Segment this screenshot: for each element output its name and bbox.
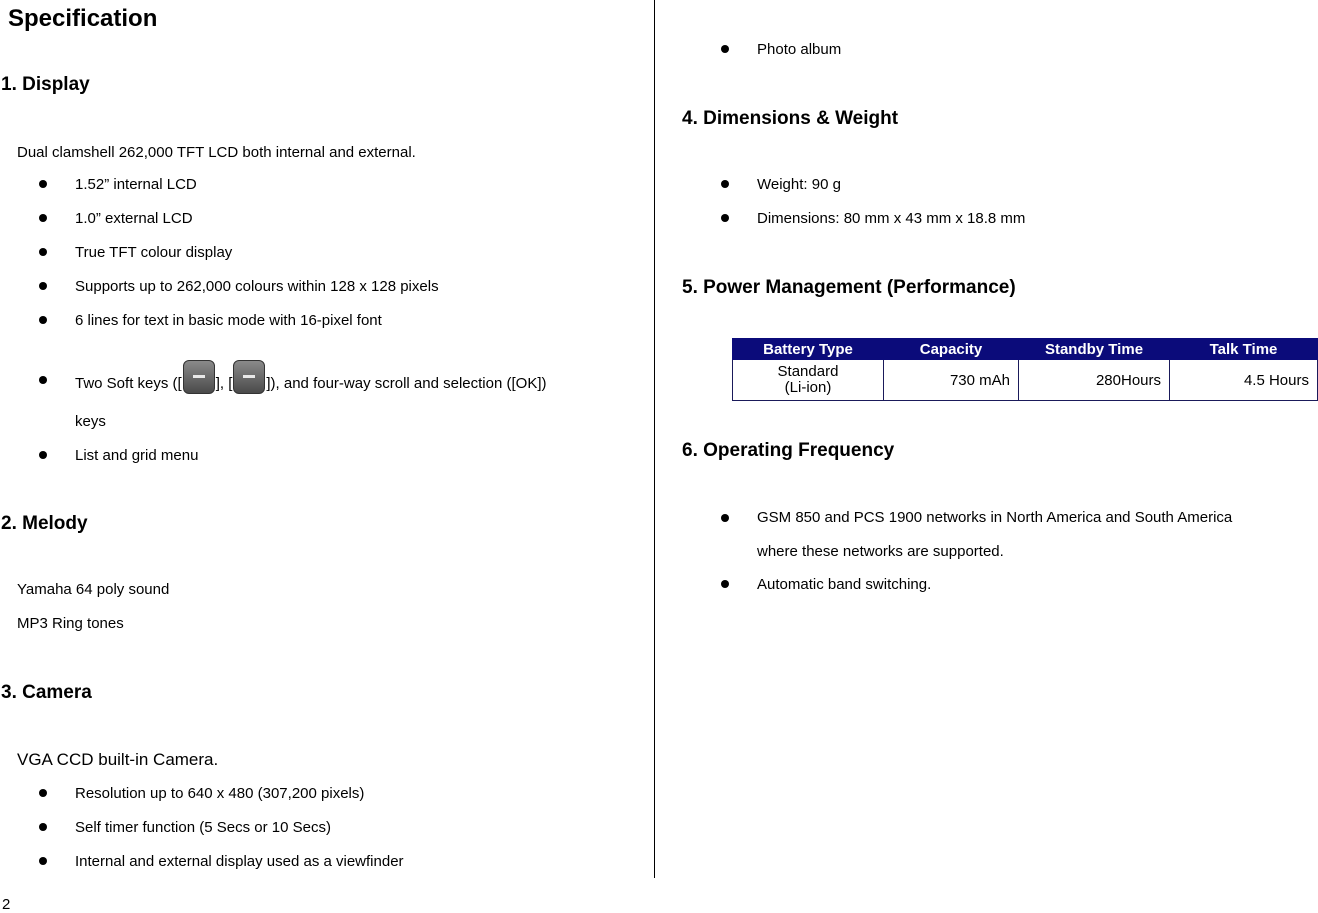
column-divider (654, 0, 655, 878)
cell-capacity: 730 mAh (884, 360, 1019, 401)
camera-bullet-4: Photo album (757, 41, 842, 58)
dimensions-bullet-2: Dimensions: 80 mm x 43 mm x 18.8 mm (757, 210, 1026, 227)
bullet-icon (39, 857, 47, 865)
col-talk-time: Talk Time (1170, 339, 1318, 360)
table-row (733, 360, 1318, 401)
bullet-icon (721, 580, 729, 588)
display-bullet-5: 6 lines for text in basic mode with 16-pixel font (75, 312, 382, 329)
dimensions-bullet-1: Weight: 90 g (757, 176, 841, 193)
cell-standby-time: 280Hours (1019, 360, 1170, 401)
display-intro: Dual clamshell 262,000 TFT LCD both internal and external. (17, 144, 416, 161)
col-capacity: Capacity (884, 339, 1019, 360)
battery-type-line-1: Standard (777, 363, 839, 380)
cell-talk-time: 4.5 Hours (1170, 360, 1318, 401)
camera-heading: 3. Camera (1, 682, 92, 703)
power-heading: 5. Power Management (Performance) (682, 277, 1016, 298)
bullet-icon (721, 180, 729, 188)
bullet-icon (39, 180, 47, 188)
bullet-icon (721, 45, 729, 53)
softkeys-text-3: ]), and four-way scroll and selection ([OK]) (266, 375, 547, 392)
battery-type-line-2: (Li-ion) (784, 379, 832, 396)
bullet-icon (721, 514, 729, 522)
left-softkey-icon (183, 360, 215, 394)
table-header-row (733, 339, 1318, 360)
camera-bullet-2: Self timer function (5 Secs or 10 Secs) (75, 819, 331, 836)
right-softkey-icon (233, 360, 265, 394)
page-title: Specification (8, 5, 158, 32)
frequency-bullet-1-line-1: GSM 850 and PCS 1900 networks in North America and South America (757, 509, 1233, 526)
camera-bullet-3: Internal and external display used as a viewfinder (75, 853, 404, 870)
page-number: 2 (2, 896, 11, 913)
battery-table (732, 338, 1318, 401)
col-standby-time: Standby Time (1019, 339, 1170, 360)
display-bullet-4: Supports up to 262,000 colours within 128 x 128 pixels (75, 278, 439, 295)
bullet-icon (39, 789, 47, 797)
bullet-icon (721, 214, 729, 222)
softkeys-text-1: Two Soft keys ([ (75, 375, 182, 392)
display-bullet-1: 1.52” internal LCD (75, 176, 197, 193)
col-battery-type: Battery Type (733, 339, 884, 360)
melody-line-1: Yamaha 64 poly sound (17, 581, 170, 598)
camera-intro: VGA CCD built-in Camera. (17, 750, 219, 769)
camera-bullet-1: Resolution up to 640 x 480 (307,200 pixels) (75, 785, 365, 802)
display-bullet-3: True TFT colour display (75, 244, 233, 261)
bullet-icon (39, 316, 47, 324)
dimensions-heading: 4. Dimensions & Weight (682, 108, 899, 129)
frequency-heading: 6. Operating Frequency (682, 440, 895, 461)
softkeys-text-4: keys (75, 413, 106, 430)
display-bullet-2: 1.0” external LCD (75, 210, 193, 227)
softkeys-text-2: ], [ (215, 375, 233, 392)
bullet-icon (39, 376, 47, 384)
cell-battery-type (733, 360, 884, 401)
bullet-icon (39, 282, 47, 290)
bullet-icon (39, 451, 47, 459)
display-heading: 1. Display (1, 74, 90, 95)
bullet-icon (39, 214, 47, 222)
bullet-icon (39, 823, 47, 831)
frequency-bullet-2: Automatic band switching. (757, 576, 932, 593)
bullet-icon (39, 248, 47, 256)
melody-line-2: MP3 Ring tones (17, 615, 124, 632)
frequency-bullet-1-line-2: where these networks are supported. (757, 543, 1004, 560)
display-bullet-last: List and grid menu (75, 447, 199, 464)
melody-heading: 2. Melody (1, 513, 88, 534)
softkeys-line (75, 360, 627, 394)
